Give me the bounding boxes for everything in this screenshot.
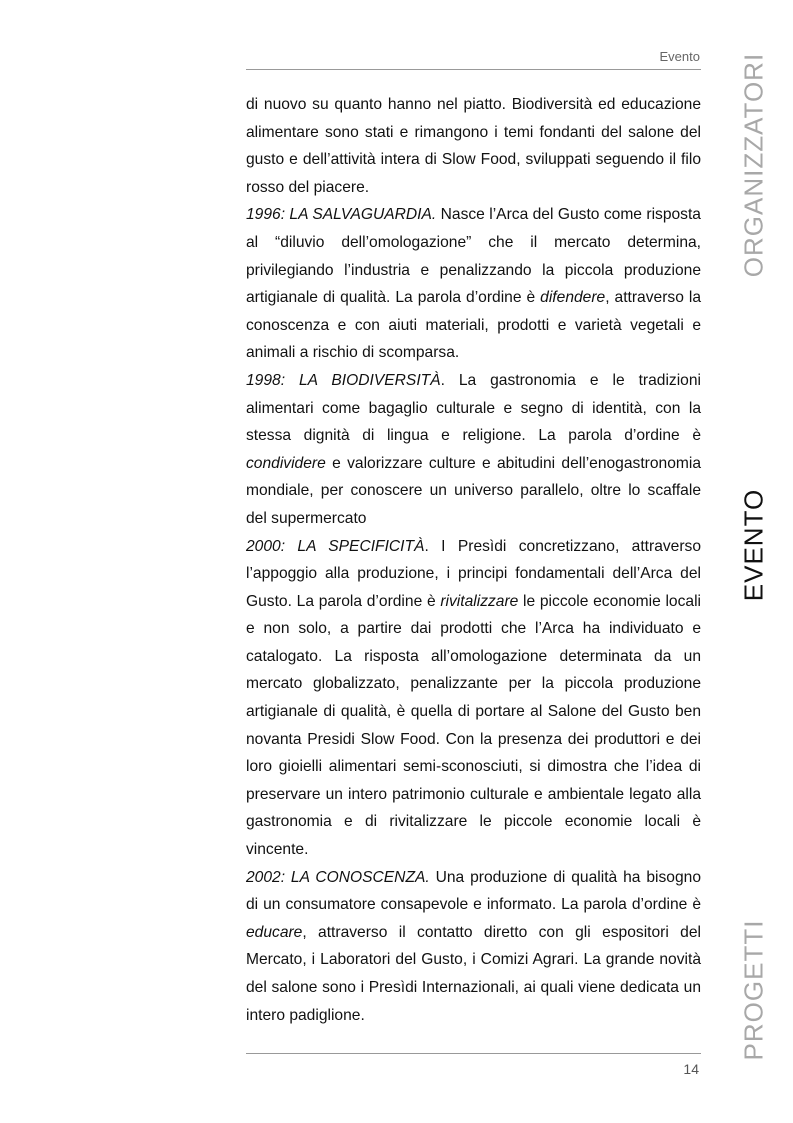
paragraph-text: , attraverso il contatto diretto con gli espositori del Mercato, i Laboratori del Gusto, i Comizi Agrari. La grande novità del salone sono i Presìdi Internazionali, ai quali viene dedicata un intero padiglione. xyxy=(246,923,701,1024)
paragraph-text: , attraverso la conoscenza e con aiuti materiali, prodotti e varietà vegetali e animali a rischio di scomparsa. xyxy=(246,289,701,362)
paragraph-2000 xyxy=(246,533,701,864)
paragraph-text: . La gastronomia e le tradizioni alimentari come bagaglio culturale e segno di identità, con la stessa dignità di lingua e religione. La parola d’ordine è xyxy=(246,371,701,445)
page-number: 14 xyxy=(683,1061,699,1077)
paragraph-text: e valorizzare culture e abitudini dell’enogastronomia mondiale, per conoscere un universo parallelo, oltre lo scaffale del supermercato xyxy=(246,454,701,527)
paragraph-intro xyxy=(246,91,701,201)
side-tab-label: PROGETTI xyxy=(738,919,769,1061)
year-heading: 1996: LA SALVAGUARDIA. xyxy=(246,206,437,224)
footer-rule xyxy=(246,1053,701,1054)
running-head: Evento xyxy=(659,49,700,64)
paragraph-text: Una produzione di qualità ha bisogno di un consumatore consapevole e informato. La parola d’ordine è xyxy=(246,868,701,914)
paragraph-text: le piccole economie locali e non solo, a partire dai prodotti che l’Arca ha individuato e catalogato. La risposta all’omologazione determinata da un mercato globalizzato, penalizzante per la piccola produzione artigianale di qualità, è quella di portare al Salone del Gusto ben novanta Presidi Slow Food. Con la presenza dei produttori e dei loro gioielli alimentari semi-sconosciuti, si dimostra che l’idea di preservare un intero patrimonio culturale e ambientale legato alla gastronomia e di rivitalizzare le piccole economie locali è vincente. xyxy=(246,592,701,859)
year-heading: 1998: LA BIODIVERSITÀ xyxy=(246,371,441,389)
keyword: condividere xyxy=(246,454,326,472)
paragraph-2002 xyxy=(246,864,701,1030)
paragraph-1996 xyxy=(246,201,701,367)
paragraph-text: di nuovo su quanto hanno nel piatto. Biodiversità ed educazione alimentare sono stati e rimangono i temi fondanti del salone del gusto e dell’attività intera di Slow Food, sviluppati seguendo il filo rosso del piacere. xyxy=(246,96,701,196)
header-rule xyxy=(246,69,701,70)
paragraph-1998 xyxy=(246,367,701,533)
side-tab-label: ORGANIZZATORI xyxy=(738,52,769,278)
year-heading: 2002: LA CONOSCENZA. xyxy=(246,868,430,886)
keyword: educare xyxy=(246,923,303,941)
paragraph-text: Nasce l’Arca del Gusto come risposta al “diluvio dell’omologazione” che il mercato determina, privilegiando l’industria e penalizzando la piccola produzione artigianale di qualità. La parola d’ordine è xyxy=(246,206,701,307)
side-tab-label: EVENTO xyxy=(738,488,769,602)
paragraph-text: . I Presìdi concretizzano, attraverso l’appoggio alla produzione, i principi fondamentali dell’Arca del Gusto. La parola d’ordine è xyxy=(246,537,701,610)
year-heading: 2000: LA SPECIFICITÀ xyxy=(246,537,425,555)
keyword: rivitalizzare xyxy=(440,592,519,610)
body-text xyxy=(246,91,701,1029)
keyword: difendere xyxy=(540,289,606,307)
